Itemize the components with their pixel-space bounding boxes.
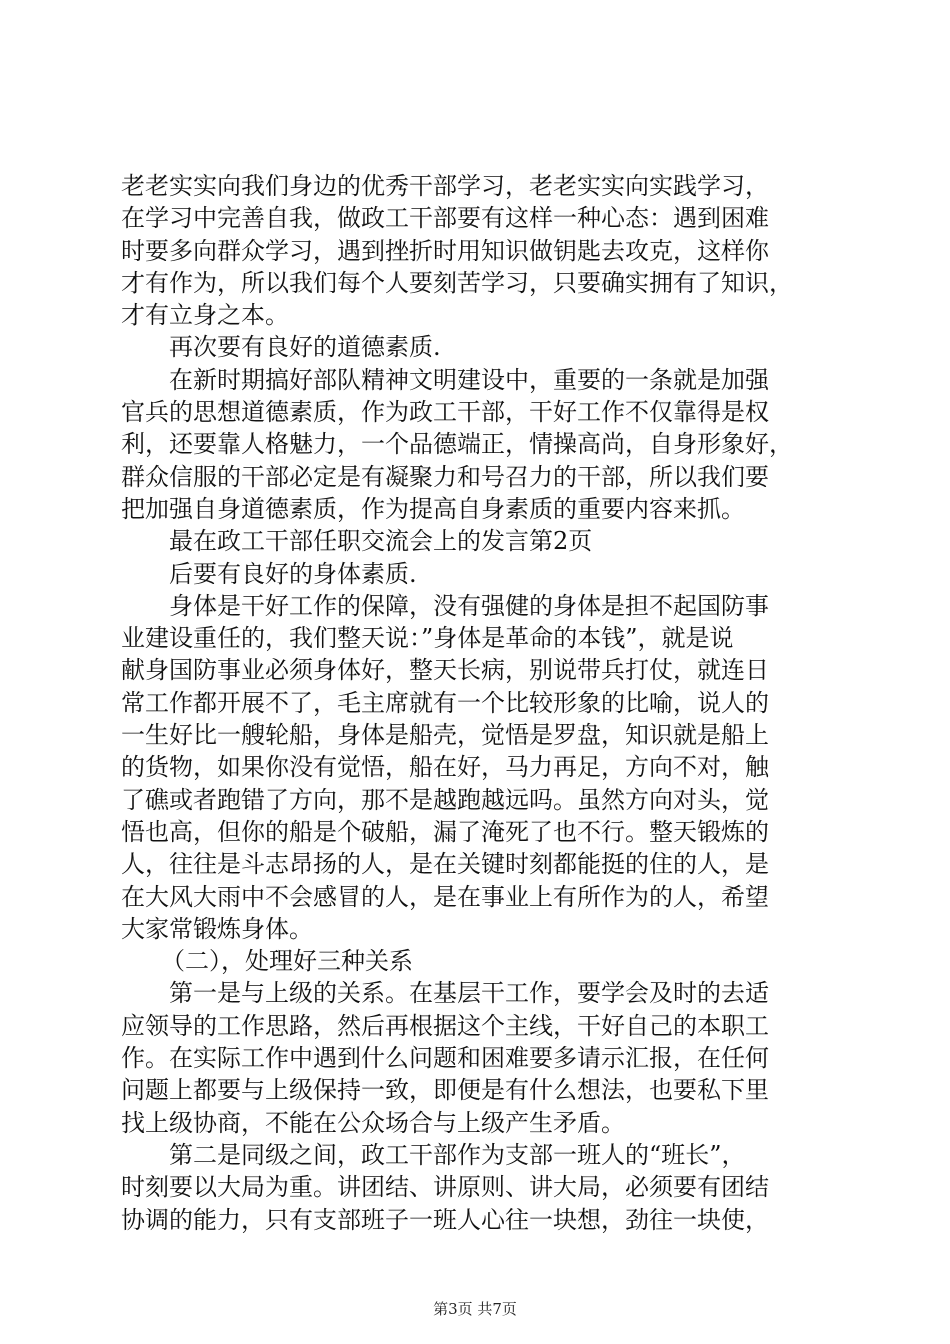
text-line: 了礁或者跑错了方向，那不是越跑越远吗。虽然方向对头，觉	[121, 785, 769, 814]
text-line: 大家常锻炼身体。	[121, 914, 313, 943]
text-line: 把加强自身道德素质，作为提高自身素质的重要内容来抓。	[121, 494, 745, 523]
text-line: 才有作为，所以我们每个人要刻苦学习，只要确实拥有了知识，	[121, 268, 793, 297]
section-heading: 再次要有良好的道德素质.	[169, 333, 441, 362]
text-line: 才有立身之本。	[121, 301, 289, 330]
text-line: 问题上都要与上级保持一致，即便是有什么想法，也要私下里	[121, 1076, 769, 1105]
text-line: 作。在实际工作中遇到什么问题和困难要多请示汇报，在任何	[121, 1044, 769, 1073]
text-line: 业建设重任的，我们整天说：”身体是革命的本钱”，就是说	[121, 624, 734, 653]
page-marker-line: 最在政工干部任职交流会上的发言第2页	[169, 527, 593, 556]
text-line: 协调的能力，只有支部班子一班人心往一块想，劲往一块使，	[121, 1205, 769, 1234]
text-line: 一生好比一艘轮船，身体是船壳，觉悟是罗盘，知识就是船上	[121, 721, 769, 750]
text-line: 第二是同级之间，政工干部作为支部一班人的“班长”，	[169, 1140, 746, 1169]
page-footer: 第3页 共7页	[433, 1300, 517, 1318]
text-line: 利，还要靠人格魅力，一个品德端正，情操高尚，自身形象好，	[121, 430, 793, 459]
document-body	[121, 170, 831, 1236]
text-line: 群众信服的干部必定是有凝聚力和号召力的干部，所以我们要	[121, 462, 769, 491]
text-line: 在新时期搞好部队精神文明建设中，重要的一条就是加强	[169, 365, 769, 394]
text-line: 时刻要以大局为重。讲团结、讲原则、讲大局，必须要有团结	[121, 1173, 769, 1202]
text-line: 悟也高，但你的船是个破船，漏了淹死了也不行。整天锻炼的	[121, 817, 769, 846]
text-line: 人，往往是斗志昂扬的人，是在关键时刻都能挺的住的人，是	[121, 850, 769, 879]
text-line: 的货物，如果你没有觉悟，船在好，马力再足，方向不对，触	[121, 753, 769, 782]
text-line: 时要多向群众学习，遇到挫折时用知识做钥匙去攻克，这样你	[121, 236, 769, 265]
text-line: 第一是与上级的关系。在基层干工作，要学会及时的去适	[169, 979, 769, 1008]
text-line: 官兵的思想道德素质，作为政工干部，干好工作不仅靠得是权	[121, 398, 769, 427]
section-heading: （二），处理好三种关系	[161, 947, 413, 976]
text-line: 在学习中完善自我，做政工干部要有这样一种心态：遇到困难	[121, 204, 769, 233]
text-line: 常工作都开展不了，毛主席就有一个比较形象的比喻，说人的	[121, 688, 769, 717]
text-line: 找上级协商，不能在公众场合与上级产生矛盾。	[121, 1108, 625, 1137]
text-line: 在大风大雨中不会感冒的人，是在事业上有所作为的人，希望	[121, 882, 769, 911]
text-line: 老老实实向我们身边的优秀干部学习，老老实实向实践学习，	[121, 172, 769, 200]
text-line: 应领导的工作思路，然后再根据这个主线，干好自己的本职工	[121, 1011, 769, 1040]
section-heading: 后要有良好的身体素质.	[169, 559, 417, 588]
text-line: 身体是干好工作的保障，没有强健的身体是担不起国防事	[169, 591, 769, 620]
text-line: 献身国防事业必须身体好，整天长病，别说带兵打仗，就连日	[121, 656, 769, 685]
